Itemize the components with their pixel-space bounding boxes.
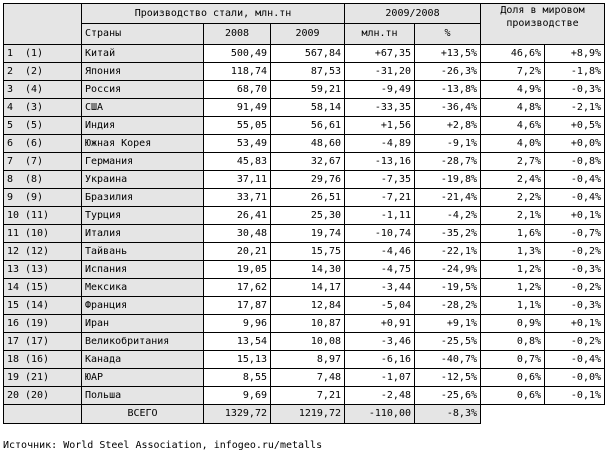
- change-mt-cell: -10,74: [345, 225, 415, 243]
- value-2008-cell: 33,71: [204, 189, 271, 207]
- change-pct-cell: -25,5%: [415, 333, 481, 351]
- rank-number: 17: [7, 336, 20, 347]
- rank-number: 10: [7, 210, 20, 221]
- value-2009-cell: 15,75: [271, 243, 345, 261]
- change-mt-header: млн.тн: [345, 24, 415, 45]
- country-cell: Мексика: [82, 279, 204, 297]
- rank-number: 2: [7, 66, 14, 77]
- world-share-change-cell: +8,9%: [545, 45, 605, 63]
- previous-rank: (16): [25, 354, 50, 365]
- value-2009-cell: 32,67: [271, 153, 345, 171]
- change-header: 2009/2008: [345, 4, 481, 24]
- table-row: [4, 225, 605, 243]
- rank-cell: [4, 99, 82, 117]
- value-2008-cell: 45,83: [204, 153, 271, 171]
- table-row: [4, 315, 605, 333]
- change-mt-cell: -9,49: [345, 81, 415, 99]
- table-row: [4, 387, 605, 405]
- value-2008-cell: 13,54: [204, 333, 271, 351]
- world-share-change-cell: -0,3%: [545, 81, 605, 99]
- rank-cell: [4, 279, 82, 297]
- world-share-cell: 4,0%: [481, 135, 545, 153]
- change-pct-cell: -25,6%: [415, 387, 481, 405]
- value-2008-cell: 91,49: [204, 99, 271, 117]
- world-share-cell: 0,7%: [481, 351, 545, 369]
- country-cell: Франция: [82, 297, 204, 315]
- world-share-cell: 4,8%: [481, 99, 545, 117]
- rank-number: 5: [7, 120, 14, 131]
- value-2008-cell: 68,70: [204, 81, 271, 99]
- world-share-cell: 7,2%: [481, 63, 545, 81]
- previous-rank: (20): [25, 390, 50, 401]
- total-2008: 1329,72: [204, 405, 271, 424]
- change-mt-cell: -7,21: [345, 189, 415, 207]
- rank-cell: [4, 315, 82, 333]
- previous-rank: (12): [25, 246, 50, 257]
- change-mt-cell: -31,20: [345, 63, 415, 81]
- rank-number: 9: [7, 192, 14, 203]
- rank-cell: [4, 45, 82, 63]
- world-share-cell: 0,8%: [481, 333, 545, 351]
- rank-cell: [4, 243, 82, 261]
- value-2008-cell: 30,48: [204, 225, 271, 243]
- table-row: [4, 369, 605, 387]
- previous-rank: (6): [25, 138, 44, 149]
- value-2008-cell: 37,11: [204, 171, 271, 189]
- previous-rank: (13): [25, 264, 50, 275]
- world-share-change-cell: +0,1%: [545, 207, 605, 225]
- previous-rank: (21): [25, 372, 50, 383]
- table-row: [4, 135, 605, 153]
- value-2008-cell: 17,62: [204, 279, 271, 297]
- country-cell: Тайвань: [82, 243, 204, 261]
- change-mt-cell: -4,75: [345, 261, 415, 279]
- rank-cell: [4, 333, 82, 351]
- world-share-change-cell: -0,3%: [545, 297, 605, 315]
- total-change-mt: -110,00: [345, 405, 415, 424]
- value-2008-cell: 55,05: [204, 117, 271, 135]
- table-row: [4, 153, 605, 171]
- table-row: [4, 99, 605, 117]
- value-2008-cell: 118,74: [204, 63, 271, 81]
- table-row: [4, 117, 605, 135]
- change-mt-cell: -7,35: [345, 171, 415, 189]
- world-share-change-cell: +0,1%: [545, 315, 605, 333]
- rank-cell: [4, 153, 82, 171]
- world-share-change-cell: -0,4%: [545, 189, 605, 207]
- rank-cell: [4, 225, 82, 243]
- value-2008-cell: 19,05: [204, 261, 271, 279]
- value-2008-cell: 17,87: [204, 297, 271, 315]
- report: [3, 3, 605, 424]
- rank-number: 8: [7, 174, 14, 185]
- rank-cell: [4, 387, 82, 405]
- country-cell: Испания: [82, 261, 204, 279]
- rank-number: 13: [7, 264, 20, 275]
- change-mt-cell: -1,11: [345, 207, 415, 225]
- country-cell: ЮАР: [82, 369, 204, 387]
- rank-header-cell: [4, 4, 82, 45]
- table-row: [4, 333, 605, 351]
- rank-cell: [4, 189, 82, 207]
- value-2009-cell: 10,08: [271, 333, 345, 351]
- change-pct-cell: -24,9%: [415, 261, 481, 279]
- country-cell: Япония: [82, 63, 204, 81]
- rank-cell: [4, 351, 82, 369]
- world-share-header-line2: производстве: [506, 18, 579, 29]
- change-mt-cell: -1,07: [345, 369, 415, 387]
- table-row: [4, 63, 605, 81]
- rank-number: 11: [7, 228, 20, 239]
- previous-rank: (19): [25, 318, 50, 329]
- table-row: [4, 45, 605, 63]
- country-cell: Россия: [82, 81, 204, 99]
- previous-rank: (15): [25, 282, 50, 293]
- change-pct-cell: -35,2%: [415, 225, 481, 243]
- change-mt-cell: -6,16: [345, 351, 415, 369]
- rank-cell: [4, 63, 82, 81]
- table-row: [4, 189, 605, 207]
- change-pct-cell: -13,8%: [415, 81, 481, 99]
- value-2009-cell: 14,30: [271, 261, 345, 279]
- previous-rank: (17): [25, 336, 50, 347]
- value-2008-cell: 9,69: [204, 387, 271, 405]
- change-pct-cell: -40,7%: [415, 351, 481, 369]
- world-share-cell: 1,3%: [481, 243, 545, 261]
- rank-number: 3: [7, 84, 14, 95]
- table-row: [4, 297, 605, 315]
- total-row: [4, 405, 605, 424]
- change-mt-cell: -4,89: [345, 135, 415, 153]
- world-share-header-line1: Доля в мировом: [500, 5, 585, 16]
- change-pct-cell: -28,2%: [415, 297, 481, 315]
- rank-number: 12: [7, 246, 20, 257]
- world-share-change-cell: -0,2%: [545, 243, 605, 261]
- world-share-change-cell: -2,1%: [545, 99, 605, 117]
- world-share-change-cell: -0,2%: [545, 279, 605, 297]
- change-mt-cell: -33,35: [345, 99, 415, 117]
- country-cell: Польша: [82, 387, 204, 405]
- world-share-change-cell: -0,1%: [545, 387, 605, 405]
- previous-rank: (14): [25, 300, 50, 311]
- rank-number: 7: [7, 156, 14, 167]
- year-2008-header: 2008: [204, 24, 271, 45]
- world-share-change-cell: -0,7%: [545, 225, 605, 243]
- value-2008-cell: 500,49: [204, 45, 271, 63]
- world-share-cell: 2,7%: [481, 153, 545, 171]
- country-cell: Великобритания: [82, 333, 204, 351]
- change-pct-cell: -22,1%: [415, 243, 481, 261]
- change-pct-cell: -28,7%: [415, 153, 481, 171]
- value-2008-cell: 20,21: [204, 243, 271, 261]
- previous-rank: (11): [25, 210, 50, 221]
- change-mt-cell: -5,04: [345, 297, 415, 315]
- countries-header: Страны: [82, 24, 204, 45]
- value-2008-cell: 9,96: [204, 315, 271, 333]
- header-row-1: [4, 4, 605, 24]
- value-2008-cell: 26,41: [204, 207, 271, 225]
- total-blank-cell: [4, 405, 82, 424]
- previous-rank: (10): [25, 228, 50, 239]
- world-share-cell: 0,9%: [481, 315, 545, 333]
- steel-production-table: [3, 3, 605, 424]
- world-share-cell: 0,6%: [481, 387, 545, 405]
- rank-number: 14: [7, 282, 20, 293]
- world-share-change-cell: -0,8%: [545, 153, 605, 171]
- value-2009-cell: 7,21: [271, 387, 345, 405]
- value-2008-cell: 15,13: [204, 351, 271, 369]
- change-pct-cell: -26,3%: [415, 63, 481, 81]
- change-pct-cell: -19,5%: [415, 279, 481, 297]
- world-share-cell: 2,1%: [481, 207, 545, 225]
- rank-number: 19: [7, 372, 20, 383]
- table-row: [4, 207, 605, 225]
- country-cell: Индия: [82, 117, 204, 135]
- table-row: [4, 81, 605, 99]
- total-label: ВСЕГО: [82, 405, 204, 424]
- value-2009-cell: 29,76: [271, 171, 345, 189]
- value-2009-cell: 7,48: [271, 369, 345, 387]
- change-mt-cell: -3,46: [345, 333, 415, 351]
- world-share-cell: 0,6%: [481, 369, 545, 387]
- world-share-change-cell: -0,4%: [545, 351, 605, 369]
- world-share-change-cell: -0,2%: [545, 333, 605, 351]
- rank-cell: [4, 81, 82, 99]
- world-share-change-cell: -0,0%: [545, 369, 605, 387]
- change-mt-cell: -3,44: [345, 279, 415, 297]
- country-cell: Италия: [82, 225, 204, 243]
- change-pct-cell: -21,4%: [415, 189, 481, 207]
- value-2009-cell: 56,61: [271, 117, 345, 135]
- rank-cell: [4, 117, 82, 135]
- country-cell: Турция: [82, 207, 204, 225]
- rank-cell: [4, 297, 82, 315]
- world-share-change-cell: -0,4%: [545, 171, 605, 189]
- table-row: [4, 351, 605, 369]
- change-mt-cell: +1,56: [345, 117, 415, 135]
- change-pct-cell: -12,5%: [415, 369, 481, 387]
- value-2009-cell: 26,51: [271, 189, 345, 207]
- rank-cell: [4, 369, 82, 387]
- previous-rank: (9): [25, 192, 44, 203]
- total-empty: [481, 405, 605, 424]
- rank-number: 1: [7, 48, 14, 59]
- value-2009-cell: 567,84: [271, 45, 345, 63]
- change-mt-cell: -13,16: [345, 153, 415, 171]
- world-share-cell: 2,2%: [481, 189, 545, 207]
- change-pct-header: %: [415, 24, 481, 45]
- world-share-cell: 1,6%: [481, 225, 545, 243]
- value-2009-cell: 12,84: [271, 297, 345, 315]
- rank-number: 15: [7, 300, 20, 311]
- previous-rank: (1): [25, 48, 44, 59]
- value-2008-cell: 8,55: [204, 369, 271, 387]
- previous-rank: (7): [25, 156, 44, 167]
- table-body: [4, 45, 605, 405]
- country-cell: Иран: [82, 315, 204, 333]
- value-2009-cell: 19,74: [271, 225, 345, 243]
- change-pct-cell: +9,1%: [415, 315, 481, 333]
- country-cell: Бразилия: [82, 189, 204, 207]
- table-row: [4, 261, 605, 279]
- world-share-cell: 4,9%: [481, 81, 545, 99]
- country-cell: Южная Корея: [82, 135, 204, 153]
- production-header: Производство стали, млн.тн: [82, 4, 345, 24]
- country-cell: Германия: [82, 153, 204, 171]
- value-2009-cell: 58,14: [271, 99, 345, 117]
- rank-cell: [4, 171, 82, 189]
- table-row: [4, 243, 605, 261]
- change-pct-cell: +13,5%: [415, 45, 481, 63]
- world-share-cell: 1,2%: [481, 279, 545, 297]
- total-change-pct: -8,3%: [415, 405, 481, 424]
- change-pct-cell: -9,1%: [415, 135, 481, 153]
- rank-cell: [4, 207, 82, 225]
- world-share-change-cell: -1,8%: [545, 63, 605, 81]
- change-mt-cell: +0,91: [345, 315, 415, 333]
- previous-rank: (3): [25, 102, 44, 113]
- table-row: [4, 279, 605, 297]
- change-mt-cell: -2,48: [345, 387, 415, 405]
- change-mt-cell: -4,46: [345, 243, 415, 261]
- world-share-cell: 2,4%: [481, 171, 545, 189]
- rank-cell: [4, 135, 82, 153]
- country-cell: США: [82, 99, 204, 117]
- value-2009-cell: 59,21: [271, 81, 345, 99]
- world-share-cell: 1,1%: [481, 297, 545, 315]
- country-cell: Украина: [82, 171, 204, 189]
- world-share-header: [481, 4, 605, 45]
- rank-number: 4: [7, 102, 14, 113]
- rank-number: 16: [7, 318, 20, 329]
- rank-number: 6: [7, 138, 14, 149]
- source-note: Источник: World Steel Association, infogeo.ru/metalls: [3, 440, 323, 451]
- previous-rank: (2): [25, 66, 44, 77]
- value-2009-cell: 87,53: [271, 63, 345, 81]
- value-2009-cell: 10,87: [271, 315, 345, 333]
- rank-number: 18: [7, 354, 20, 365]
- table-row: [4, 171, 605, 189]
- previous-rank: (8): [25, 174, 44, 185]
- rank-cell: [4, 261, 82, 279]
- value-2009-cell: 25,30: [271, 207, 345, 225]
- change-pct-cell: -4,2%: [415, 207, 481, 225]
- change-pct-cell: -19,8%: [415, 171, 481, 189]
- country-cell: Канада: [82, 351, 204, 369]
- value-2008-cell: 53,49: [204, 135, 271, 153]
- world-share-change-cell: +0,0%: [545, 135, 605, 153]
- world-share-change-cell: -0,3%: [545, 261, 605, 279]
- value-2009-cell: 14,17: [271, 279, 345, 297]
- world-share-cell: 4,6%: [481, 117, 545, 135]
- change-pct-cell: -36,4%: [415, 99, 481, 117]
- change-mt-cell: +67,35: [345, 45, 415, 63]
- value-2009-cell: 48,60: [271, 135, 345, 153]
- world-share-cell: 46,6%: [481, 45, 545, 63]
- rank-number: 20: [7, 390, 20, 401]
- previous-rank: (5): [25, 120, 44, 131]
- previous-rank: (4): [25, 84, 44, 95]
- total-2009: 1219,72: [271, 405, 345, 424]
- change-pct-cell: +2,8%: [415, 117, 481, 135]
- year-2009-header: 2009: [271, 24, 345, 45]
- world-share-change-cell: +0,5%: [545, 117, 605, 135]
- world-share-cell: 1,2%: [481, 261, 545, 279]
- value-2009-cell: 8,97: [271, 351, 345, 369]
- country-cell: Китай: [82, 45, 204, 63]
